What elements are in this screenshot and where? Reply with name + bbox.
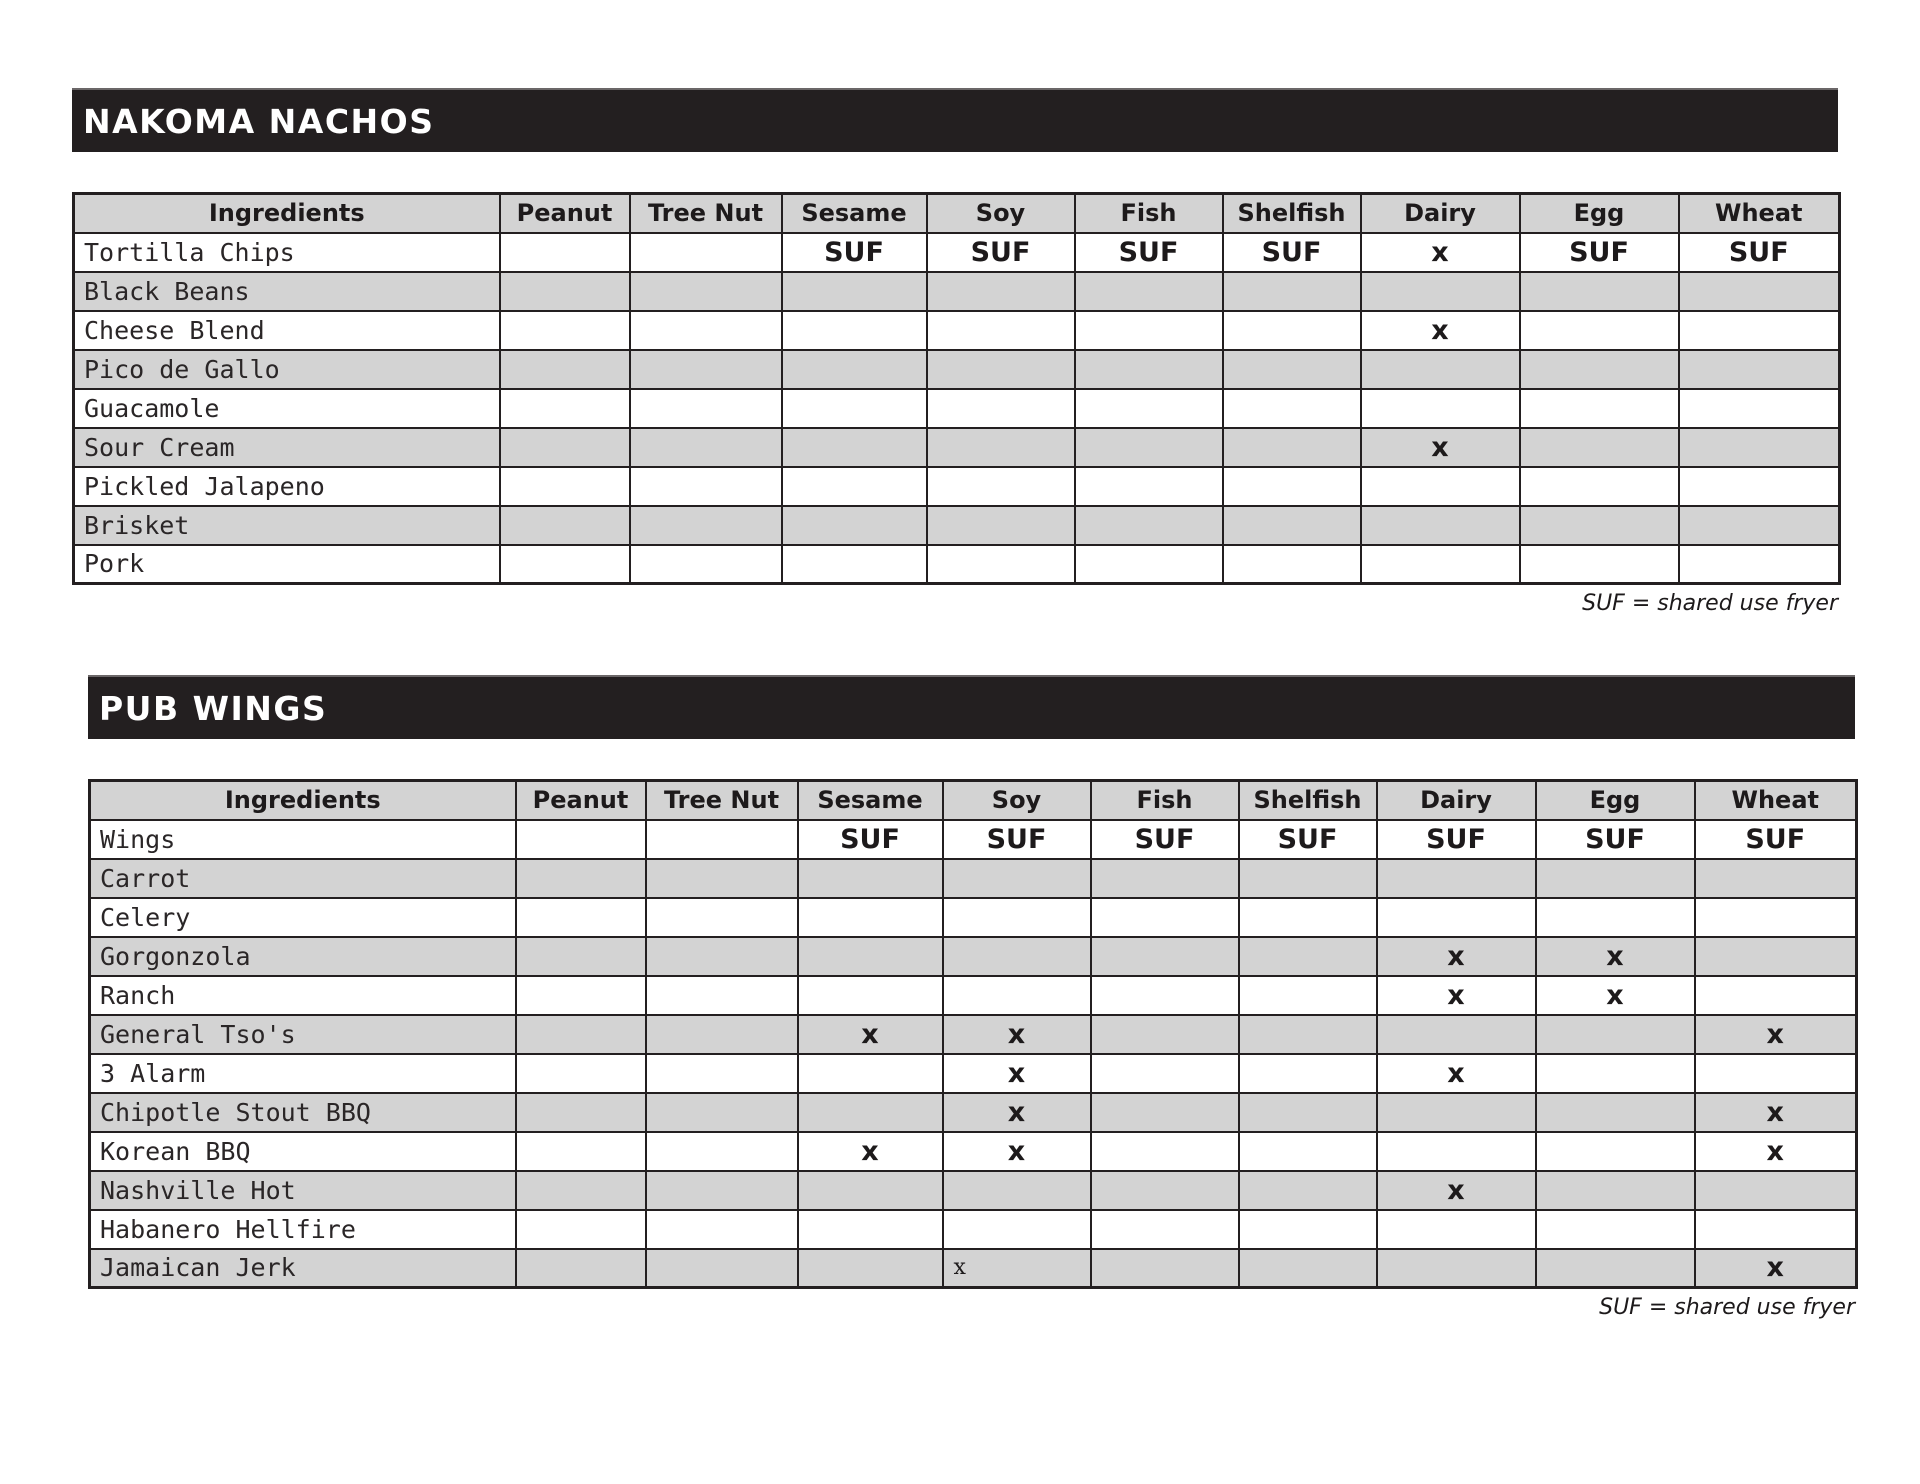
allergen-cell (927, 389, 1075, 428)
allergen-cell (1679, 545, 1840, 584)
allergen-cell (782, 311, 927, 350)
allergen-cell (1520, 506, 1679, 545)
allergen-cell: x (1361, 311, 1520, 350)
ingredient-name: Guacamole (74, 389, 500, 428)
allergen-cell (1679, 506, 1840, 545)
allergen-cell (630, 311, 782, 350)
allergen-cell (646, 1132, 798, 1171)
allergen-cell (798, 1171, 943, 1210)
allergen-cell (1239, 1015, 1377, 1054)
allergen-cell (1695, 976, 1857, 1015)
allergen-cell (630, 233, 782, 272)
allergen-cell (782, 506, 927, 545)
nachos-section (72, 88, 1838, 616)
column-header: Tree Nut (646, 781, 798, 820)
allergen-cell (1223, 467, 1361, 506)
allergen-cell (1239, 1210, 1377, 1249)
allergen-cell (1075, 350, 1223, 389)
column-header: Dairy (1377, 781, 1536, 820)
allergen-cell (1239, 1171, 1377, 1210)
allergen-cell (630, 467, 782, 506)
allergen-cell (943, 859, 1091, 898)
allergen-cell: SUF (1223, 233, 1361, 272)
table-row (90, 1210, 1857, 1249)
ingredient-name: Pickled Jalapeno (74, 467, 500, 506)
allergen-cell: SUF (1520, 233, 1679, 272)
ingredient-name: Black Beans (74, 272, 500, 311)
table-row (90, 937, 1857, 976)
allergen-cell (1377, 1015, 1536, 1054)
nachos-allergen-table (72, 192, 1841, 585)
allergen-cell (943, 976, 1091, 1015)
allergen-cell (1075, 428, 1223, 467)
column-header: Peanut (500, 194, 630, 233)
allergen-cell (1377, 1210, 1536, 1249)
allergen-cell: x (1377, 937, 1536, 976)
allergen-cell (646, 1171, 798, 1210)
allergen-cell (1361, 389, 1520, 428)
allergen-cell (1239, 859, 1377, 898)
column-header: Egg (1520, 194, 1679, 233)
allergen-cell (516, 1132, 646, 1171)
allergen-cell (1361, 506, 1520, 545)
allergen-cell (1679, 467, 1840, 506)
allergen-cell (1091, 1093, 1239, 1132)
allergen-cell (1679, 389, 1840, 428)
table-row (90, 820, 1857, 859)
allergen-cell (1520, 428, 1679, 467)
allergen-cell (646, 976, 798, 1015)
allergen-cell (1239, 937, 1377, 976)
column-header: Soy (927, 194, 1075, 233)
wings-allergen-table (88, 779, 1858, 1289)
allergen-cell (500, 350, 630, 389)
ingredient-name: Tortilla Chips (74, 233, 500, 272)
allergen-cell (943, 898, 1091, 937)
allergen-cell (798, 976, 943, 1015)
allergen-cell (646, 859, 798, 898)
allergen-cell: x (1695, 1015, 1857, 1054)
ingredient-name: Jamaican Jerk (90, 1249, 516, 1288)
allergen-cell: x (1361, 428, 1520, 467)
allergen-cell: x (1536, 937, 1695, 976)
column-header: Sesame (782, 194, 927, 233)
allergen-cell (630, 272, 782, 311)
allergen-cell (630, 428, 782, 467)
allergen-cell (927, 428, 1075, 467)
ingredient-name: General Tso's (90, 1015, 516, 1054)
table-row (90, 1054, 1857, 1093)
allergen-cell (646, 1210, 798, 1249)
column-header: Shelfish (1239, 781, 1377, 820)
table-row (74, 506, 1840, 545)
allergen-cell (1223, 545, 1361, 584)
allergen-cell: x (1695, 1093, 1857, 1132)
allergen-cell: x (1377, 976, 1536, 1015)
allergen-cell (630, 506, 782, 545)
allergen-cell (782, 467, 927, 506)
allergen-cell (927, 545, 1075, 584)
allergen-cell (500, 311, 630, 350)
allergen-cell (798, 1249, 943, 1288)
allergen-cell (1536, 1249, 1695, 1288)
allergen-cell (1520, 389, 1679, 428)
table-row (90, 859, 1857, 898)
allergen-cell (1091, 976, 1239, 1015)
allergen-cell (1695, 898, 1857, 937)
table-row (74, 545, 1840, 584)
ingredient-name: Carrot (90, 859, 516, 898)
allergen-cell (1361, 467, 1520, 506)
allergen-cell (1695, 1054, 1857, 1093)
allergen-cell: x (943, 1132, 1091, 1171)
allergen-cell (798, 898, 943, 937)
allergen-cell (943, 1210, 1091, 1249)
allergen-cell (1536, 1210, 1695, 1249)
allergen-cell (1075, 545, 1223, 584)
allergen-cell (516, 1210, 646, 1249)
column-header: Tree Nut (630, 194, 782, 233)
ingredient-name: Chipotle Stout BBQ (90, 1093, 516, 1132)
allergen-cell: SUF (798, 820, 943, 859)
allergen-cell: SUF (1679, 233, 1840, 272)
allergen-cell (1239, 1093, 1377, 1132)
allergen-cell (1223, 350, 1361, 389)
allergen-cell (798, 1210, 943, 1249)
ingredient-name: Gorgonzola (90, 937, 516, 976)
allergen-cell (943, 937, 1091, 976)
allergen-cell (1679, 350, 1840, 389)
allergen-cell (1536, 1132, 1695, 1171)
allergen-cell (1075, 389, 1223, 428)
allergen-cell (1075, 272, 1223, 311)
allergen-cell (1679, 428, 1840, 467)
allergen-cell (1239, 1132, 1377, 1171)
column-header: Fish (1091, 781, 1239, 820)
allergen-cell (1091, 1015, 1239, 1054)
allergen-cell (646, 1054, 798, 1093)
allergen-cell: x (943, 1054, 1091, 1093)
allergen-cell (1520, 350, 1679, 389)
allergen-cell: SUF (1075, 233, 1223, 272)
allergen-cell (516, 898, 646, 937)
allergen-cell (927, 467, 1075, 506)
nachos-table-body (74, 233, 1840, 584)
allergen-cell (516, 1249, 646, 1288)
allergen-cell (646, 1249, 798, 1288)
column-header: Ingredients (74, 194, 500, 233)
allergen-cell (516, 859, 646, 898)
allergen-cell (1239, 1249, 1377, 1288)
allergen-cell (1361, 272, 1520, 311)
section-title: NAKOMA NACHOS (72, 88, 1838, 152)
allergen-cell (500, 506, 630, 545)
allergen-cell (500, 233, 630, 272)
ingredient-name: Nashville Hot (90, 1171, 516, 1210)
table-row (74, 350, 1840, 389)
allergen-cell (500, 467, 630, 506)
table-row (90, 1171, 1857, 1210)
allergen-cell (516, 1054, 646, 1093)
allergen-cell (798, 1054, 943, 1093)
table-row (74, 233, 1840, 272)
allergen-cell (1091, 898, 1239, 937)
allergen-cell (782, 389, 927, 428)
wings-table-body (90, 820, 1857, 1288)
allergen-cell (500, 545, 630, 584)
column-header: Fish (1075, 194, 1223, 233)
allergen-cell: x (798, 1132, 943, 1171)
ingredient-name: Pico de Gallo (74, 350, 500, 389)
allergen-cell (500, 272, 630, 311)
allergen-cell (927, 311, 1075, 350)
column-header: Peanut (516, 781, 646, 820)
allergen-cell (1223, 506, 1361, 545)
allergen-cell (1075, 506, 1223, 545)
column-header: Wheat (1679, 194, 1840, 233)
column-header: Sesame (798, 781, 943, 820)
allergen-cell (1361, 545, 1520, 584)
allergen-cell (1377, 859, 1536, 898)
allergen-cell (1536, 1093, 1695, 1132)
allergen-cell (782, 350, 927, 389)
allergen-cell (1679, 272, 1840, 311)
allergen-cell (1091, 1132, 1239, 1171)
table-row (90, 898, 1857, 937)
ingredient-name: Korean BBQ (90, 1132, 516, 1171)
allergen-cell (798, 1093, 943, 1132)
allergen-cell (630, 389, 782, 428)
allergen-cell (1695, 937, 1857, 976)
allergen-cell: SUF (1239, 820, 1377, 859)
allergen-cell (1536, 1015, 1695, 1054)
allergen-cell: SUF (927, 233, 1075, 272)
allergen-cell (943, 1171, 1091, 1210)
legend-note: SUF = shared use fryer (1582, 591, 1838, 616)
ingredient-name: Celery (90, 898, 516, 937)
ingredient-name: Cheese Blend (74, 311, 500, 350)
column-header: Egg (1536, 781, 1695, 820)
allergen-cell: SUF (1377, 820, 1536, 859)
allergen-cell (516, 820, 646, 859)
allergen-cell (1091, 937, 1239, 976)
allergen-cell: x (1695, 1249, 1857, 1288)
wings-section (88, 675, 1855, 1320)
allergen-cell (1075, 311, 1223, 350)
allergen-cell (1239, 976, 1377, 1015)
column-header: Shelfish (1223, 194, 1361, 233)
allergen-cell: x (943, 1093, 1091, 1132)
allergen-cell (516, 937, 646, 976)
allergen-cell (1223, 428, 1361, 467)
allergen-cell (1679, 311, 1840, 350)
allergen-cell (516, 1015, 646, 1054)
ingredient-name: Brisket (74, 506, 500, 545)
allergen-cell (1361, 350, 1520, 389)
allergen-cell: x (1377, 1054, 1536, 1093)
ingredient-name: Pork (74, 545, 500, 584)
table-row (74, 311, 1840, 350)
allergen-cell (1223, 389, 1361, 428)
allergen-cell (516, 1093, 646, 1132)
allergen-cell: SUF (1091, 820, 1239, 859)
allergen-cell: SUF (782, 233, 927, 272)
allergen-cell (798, 937, 943, 976)
allergen-cell (1239, 898, 1377, 937)
allergen-cell: SUF (1695, 820, 1857, 859)
allergen-cell (1695, 1171, 1857, 1210)
table-header-row (74, 194, 1840, 233)
allergen-cell (927, 350, 1075, 389)
allergen-cell (1223, 311, 1361, 350)
allergen-cell (1239, 1054, 1377, 1093)
allergen-cell: x (943, 1249, 1091, 1288)
allergen-cell (782, 545, 927, 584)
allergen-cell: SUF (1536, 820, 1695, 859)
table-row (90, 1132, 1857, 1171)
allergen-cell: x (943, 1015, 1091, 1054)
ingredient-name: 3 Alarm (90, 1054, 516, 1093)
ingredient-name: Sour Cream (74, 428, 500, 467)
table-row (90, 1015, 1857, 1054)
allergen-cell (1091, 1249, 1239, 1288)
table-row (90, 976, 1857, 1015)
allergen-cell (1536, 898, 1695, 937)
column-header: Soy (943, 781, 1091, 820)
allergen-cell (798, 859, 943, 898)
allergen-cell (1377, 898, 1536, 937)
allergen-cell (1377, 1249, 1536, 1288)
allergen-cell (1377, 1132, 1536, 1171)
allergen-cell (1075, 467, 1223, 506)
allergen-cell (927, 272, 1075, 311)
ingredient-name: Ranch (90, 976, 516, 1015)
allergen-cell (1223, 272, 1361, 311)
allergen-cell (1091, 859, 1239, 898)
ingredient-name: Wings (90, 820, 516, 859)
allergen-cell (516, 976, 646, 1015)
allergen-cell: x (798, 1015, 943, 1054)
allergen-cell (1520, 311, 1679, 350)
allergen-cell (1091, 1210, 1239, 1249)
allergen-cell (1520, 467, 1679, 506)
table-row (74, 428, 1840, 467)
allergen-cell (782, 428, 927, 467)
ingredient-name: Habanero Hellfire (90, 1210, 516, 1249)
table-row (74, 467, 1840, 506)
allergen-cell (782, 272, 927, 311)
allergen-cell (630, 545, 782, 584)
allergen-cell: x (1377, 1171, 1536, 1210)
allergen-cell: SUF (943, 820, 1091, 859)
allergen-cell (927, 506, 1075, 545)
allergen-cell: x (1361, 233, 1520, 272)
table-row (90, 1249, 1857, 1288)
allergen-cell (1536, 859, 1695, 898)
legend-note: SUF = shared use fryer (1599, 1295, 1855, 1320)
allergen-cell (516, 1171, 646, 1210)
allergen-cell (646, 1015, 798, 1054)
allergen-cell (1091, 1054, 1239, 1093)
table-header-row (90, 781, 1857, 820)
table-row (74, 272, 1840, 311)
table-row (90, 1093, 1857, 1132)
column-header: Dairy (1361, 194, 1520, 233)
allergen-cell (1536, 1171, 1695, 1210)
column-header: Wheat (1695, 781, 1857, 820)
allergen-cell (646, 898, 798, 937)
allergen-cell (1377, 1093, 1536, 1132)
allergen-cell (646, 937, 798, 976)
section-title: PUB WINGS (88, 675, 1855, 739)
allergen-cell (500, 428, 630, 467)
allergen-cell (1536, 1054, 1695, 1093)
allergen-cell (646, 1093, 798, 1132)
allergen-cell (1695, 1210, 1857, 1249)
allergen-cell (1091, 1171, 1239, 1210)
allergen-cell (630, 350, 782, 389)
allergen-cell (1520, 545, 1679, 584)
allergen-cell (646, 820, 798, 859)
allergen-cell (1695, 859, 1857, 898)
allergen-cell (500, 389, 630, 428)
allergen-cell: x (1536, 976, 1695, 1015)
column-header: Ingredients (90, 781, 516, 820)
table-row (74, 389, 1840, 428)
allergen-cell: x (1695, 1132, 1857, 1171)
allergen-cell (1520, 272, 1679, 311)
